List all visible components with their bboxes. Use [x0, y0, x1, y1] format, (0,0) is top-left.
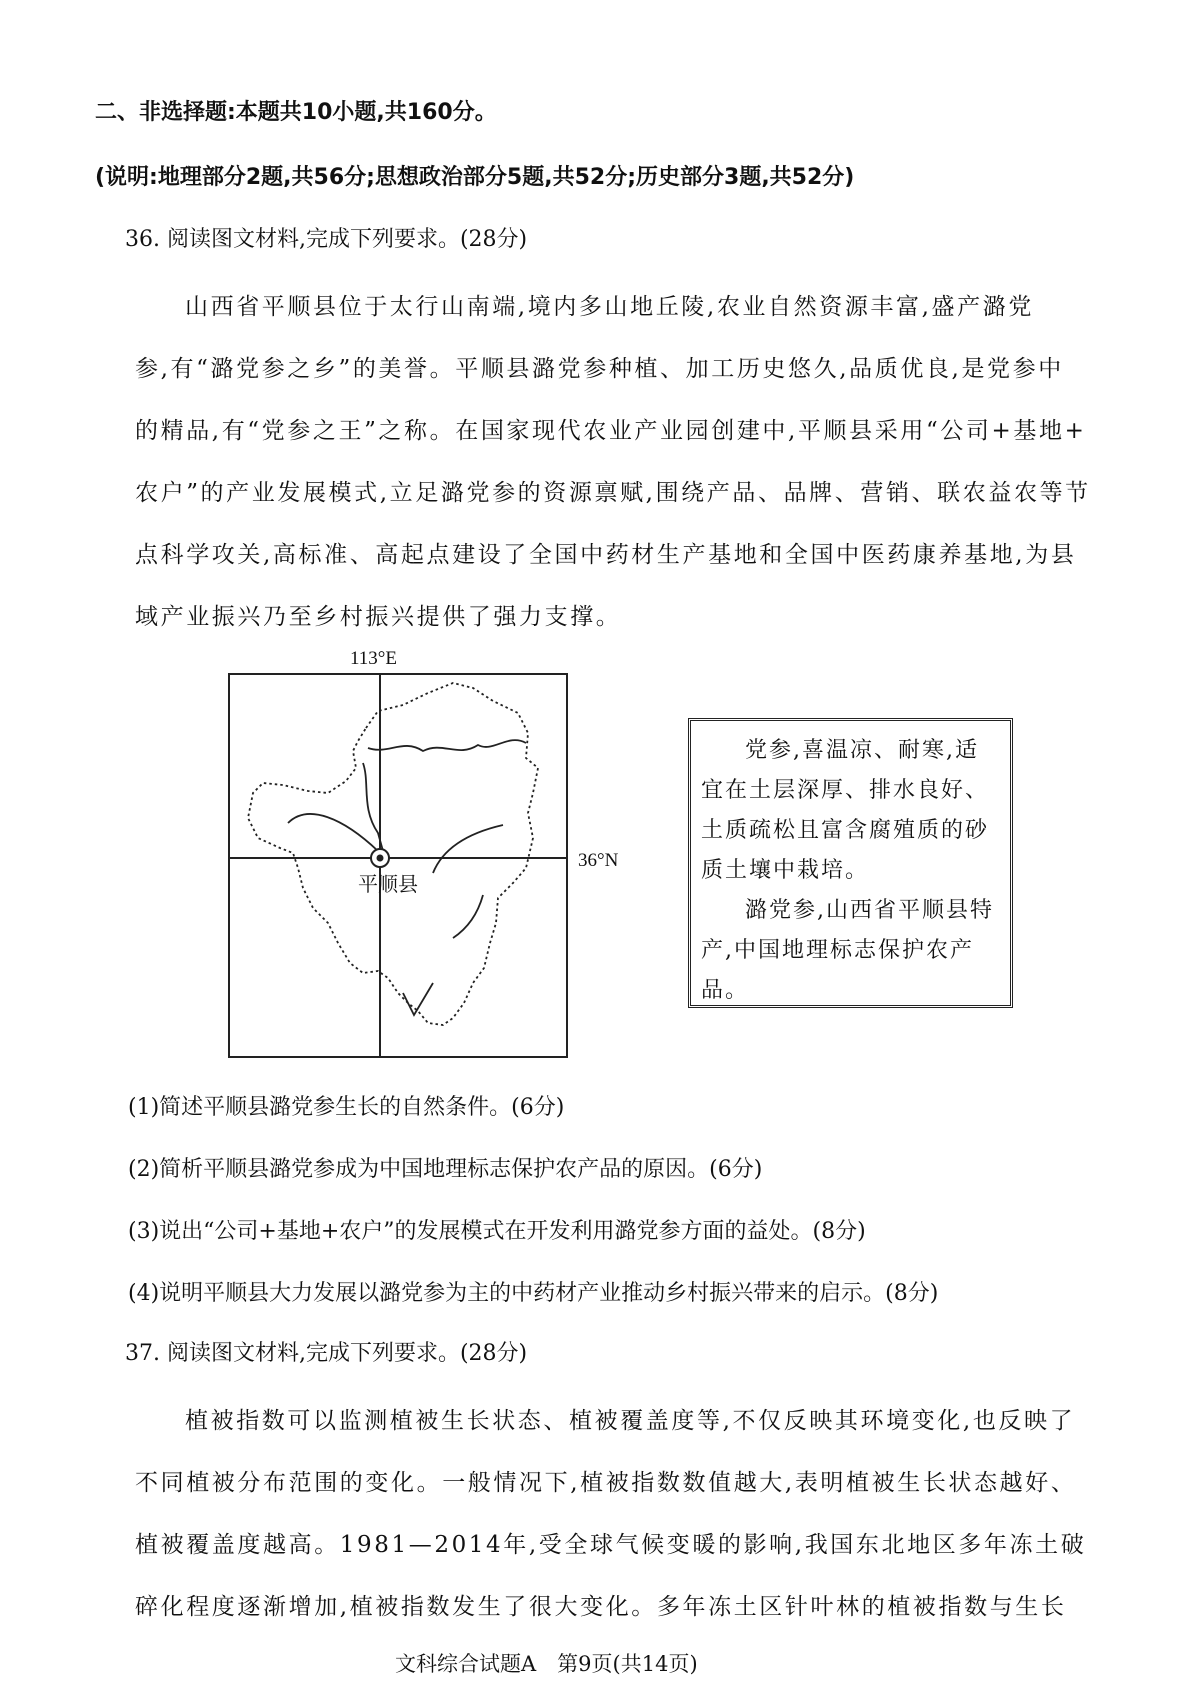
sub-question: (2)简析平顺县潞党参成为中国地理标志保护农产品的原因。(6分) — [128, 1157, 763, 1182]
q37-paragraph-line: 植被覆盖度越高。1981—2014年,受全球气候变暖的影响,我国东北地区多年冻土破 — [135, 1532, 1087, 1558]
q36-paragraph-line: 域产业振兴乃至乡村振兴提供了强力支撑。 — [135, 604, 622, 630]
river — [453, 895, 483, 938]
river — [368, 740, 526, 751]
section-heading: 二、非选择题:本题共10小题,共160分。 — [95, 100, 497, 125]
question-36-title: 36. 阅读图文材料,完成下列要求。(28分) — [125, 227, 528, 252]
q36-paragraph-line: 农户”的产业发展模式,立足潞党参的资源禀赋,围绕产品、品牌、营销、联农益农等节 — [135, 480, 1091, 506]
q37-paragraph-line: 碎化程度逐渐增加,植被指数发生了很大变化。多年冻土区针叶林的植被指数与生长 — [135, 1594, 1067, 1620]
county-boundary — [248, 683, 538, 1025]
q36-paragraph-line: 的精品,有“党参之王”之称。在国家现代农业产业园创建中,平顺县采用“公司+基地+ — [135, 418, 1087, 444]
q36-paragraph-line: 点科学攻关,高标准、高起点建设了全国中药材生产基地和全国中医药康养基地,为县 — [135, 542, 1077, 568]
map-latitude-label: 36°N — [578, 850, 619, 871]
sub-question: (4)说明平顺县大力发展以潞党参为主的中药材产业推动乡村振兴带来的启示。(8分) — [128, 1281, 939, 1306]
info-box-paragraph: 党参,喜温凉、耐寒,适宜在土层深厚、排水良好、土质疏松且富含腐殖质的砂质土壤中栽培。 — [701, 738, 990, 883]
pingshun-county-map — [228, 673, 568, 1058]
question-37-title: 37. 阅读图文材料,完成下列要求。(28分) — [125, 1341, 528, 1366]
river — [288, 814, 378, 851]
map-longitude-label: 113°E — [350, 648, 397, 669]
river — [433, 825, 503, 873]
info-box-paragraph: 潞党参,山西省平顺县特产,中国地理标志保护农产品。 — [701, 898, 994, 1003]
q37-paragraph-line: 植被指数可以监测植被生长状态、植被覆盖度等,不仅反映其环境变化,也反映了 — [185, 1408, 1076, 1434]
q37-paragraph-line: 不同植被分布范围的变化。一般情况下,植被指数数值越大,表明植被生长状态越好、 — [135, 1470, 1077, 1496]
page-footer: 文科综合试题A 第9页(共14页) — [395, 1652, 698, 1676]
county-seat-dot — [377, 855, 384, 862]
q36-paragraph-line: 山西省平顺县位于太行山南端,境内多山地丘陵,农业自然资源丰富,盛产潞党 — [185, 294, 1034, 320]
sub-question: (1)简述平顺县潞党参生长的自然条件。(6分) — [128, 1095, 565, 1120]
sub-question: (3)说出“公司+基地+农户”的发展模式在开发利用潞党参方面的益处。(8分) — [128, 1219, 866, 1244]
q36-paragraph-line: 参,有“潞党参之乡”的美誉。平顺县潞党参种植、加工历史悠久,品质优良,是党参中 — [135, 356, 1064, 382]
section-note: (说明:地理部分2题,共56分;思想政治部分5题,共52分;历史部分3题,共52分) — [95, 165, 855, 190]
river — [403, 983, 433, 1015]
map-county-label: 平顺县 — [358, 872, 418, 896]
info-box — [688, 718, 1013, 1008]
